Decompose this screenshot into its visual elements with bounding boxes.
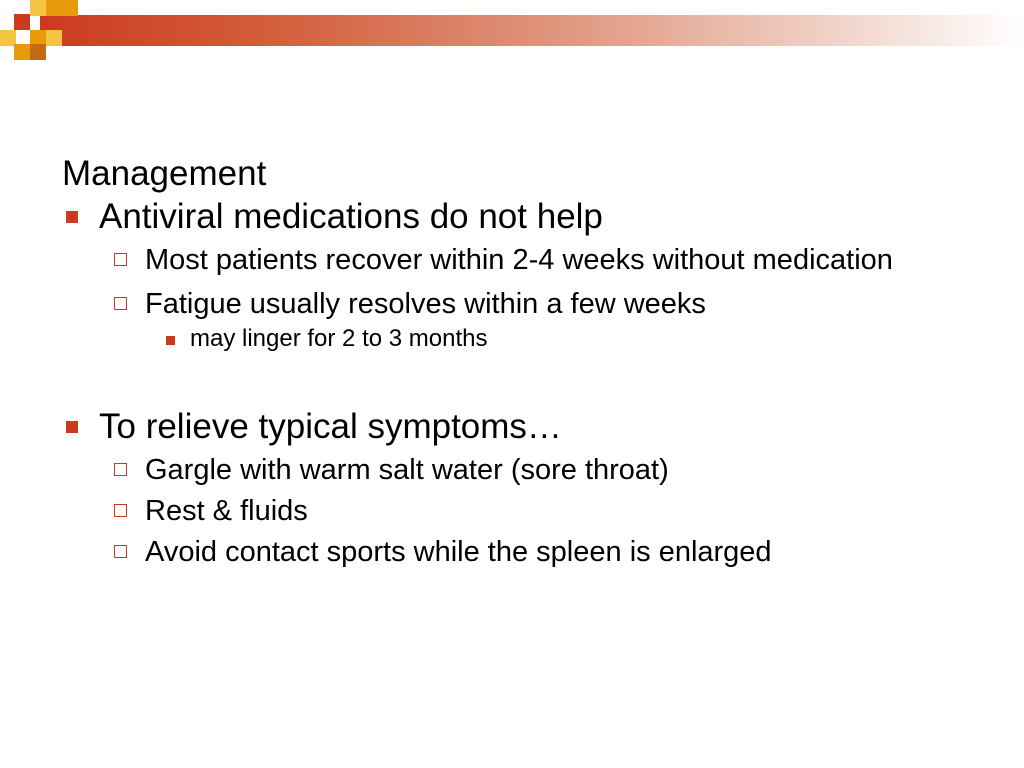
square-bullet-icon [66, 211, 78, 223]
decor-square [30, 0, 46, 16]
bullet-text: may linger for 2 to 3 months [190, 325, 488, 352]
bullet-level2 [62, 288, 982, 320]
hollow-square-bullet-icon [114, 253, 127, 266]
decor-square [14, 44, 30, 60]
bullet-text: Fatigue usually resolves within a few weeks [145, 288, 706, 320]
slide-content [62, 152, 982, 568]
bullet-level2 [62, 244, 982, 276]
bullet-text: Most patients recover within 2-4 weeks without medication [145, 244, 893, 276]
bullet-level1 [62, 196, 982, 238]
decor-square [30, 44, 46, 60]
hollow-square-bullet-icon [114, 504, 127, 517]
bullet-level2 [62, 454, 982, 486]
header-gradient-band [40, 15, 1024, 46]
decor-square [46, 30, 62, 46]
bullet-text: To relieve typical symptoms… [99, 407, 562, 446]
hollow-square-bullet-icon [114, 297, 127, 310]
bullet-text: Rest & fluids [145, 495, 308, 527]
bullet-text: Antiviral medications do not help [99, 197, 603, 236]
hollow-square-bullet-icon [114, 463, 127, 476]
bullet-text: Gargle with warm salt water (sore throat) [145, 454, 669, 486]
spacer [62, 354, 982, 406]
slide-heading: Management [62, 154, 267, 193]
square-bullet-icon [166, 336, 175, 345]
bullet-level3 [62, 324, 982, 354]
square-bullet-icon [66, 421, 78, 433]
decor-square [46, 0, 62, 16]
bullet-level2 [62, 495, 982, 527]
hollow-square-bullet-icon [114, 545, 127, 558]
header-decoration [0, 0, 1024, 80]
decor-square [62, 0, 78, 16]
bullet-level2 [62, 536, 982, 568]
decor-square [14, 14, 30, 30]
bullet-text: Avoid contact sports while the spleen is enlarged [145, 536, 772, 568]
bullet-level1 [62, 406, 982, 448]
